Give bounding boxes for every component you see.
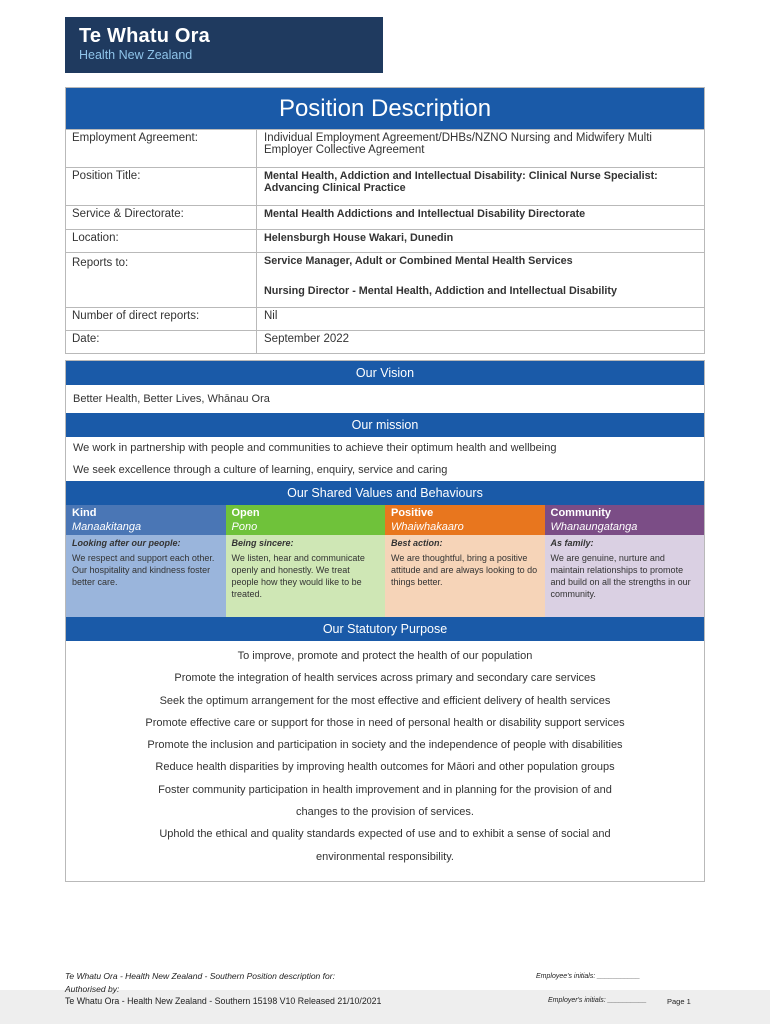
employee-initials: Employee's initials: ___________ (536, 973, 641, 980)
footer-position-for: Te Whatu Ora - Health New Zealand - Southern Position description for: (65, 971, 335, 981)
statutory-line: environmental responsibility. (316, 850, 454, 863)
value-behaviour: Being sincere: (231, 538, 294, 548)
value-name: Community (550, 507, 611, 519)
value-column-open (226, 505, 386, 617)
value-maori: Whaiwhakaaro (391, 521, 464, 533)
detail-key: Position Title: (66, 168, 257, 205)
detail-key: Service & Directorate: (66, 206, 257, 229)
detail-row (66, 330, 704, 353)
logo (65, 17, 383, 73)
page-title: Position Description (66, 88, 704, 129)
detail-value: September 2022 (264, 333, 350, 345)
detail-value: Individual Employment Agreement/DHBs/NZNO Nursing and Midwifery Multi Employer Collective Agreement (264, 132, 652, 156)
detail-value: Helensburgh House Wakari, Dunedin (264, 232, 454, 244)
detail-value: Mental Health Addictions and Intellectual Disability Directorate (264, 208, 586, 220)
detail-row (66, 167, 704, 205)
detail-value (257, 253, 704, 307)
value-behaviour: Best action: (391, 538, 443, 548)
organisation-info-box (65, 360, 705, 882)
values-grid (66, 505, 704, 617)
value-column-kind (66, 505, 226, 617)
value-name: Open (231, 507, 260, 519)
statutory-heading: Our Statutory Purpose (66, 617, 704, 641)
value-maori: Whanaungatanga (550, 521, 638, 533)
vision-text: Better Health, Better Lives, Whānau Ora (73, 393, 270, 405)
detail-row (66, 205, 704, 229)
statutory-line: Seek the optimum arrangement for the most effective and efficient delivery of health services (159, 694, 611, 707)
value-behaviour: As family: (550, 538, 594, 548)
statutory-line: Promote the inclusion and participation in society and the independence of people with disabilities (147, 739, 623, 752)
value-behaviour: Looking after our people: (72, 538, 181, 548)
detail-key: Number of direct reports: (66, 308, 257, 330)
detail-row (66, 129, 704, 167)
value-name: Kind (72, 507, 97, 519)
vision-heading: Our Vision (66, 361, 704, 385)
detail-key: Location: (66, 230, 257, 252)
value-column-community (545, 505, 705, 617)
position-description-table (65, 87, 705, 354)
logo-title: Te Whatu Ora (79, 25, 210, 47)
statutory-line: changes to the provision of services. (296, 806, 474, 819)
value-description: We are thoughtful, bring a positive attitude and are always looking to do things better. (391, 553, 538, 587)
statutory-line: Foster community participation in health improvement and in planning for the provision of and (158, 783, 612, 796)
detail-key: Employment Agreement: (66, 130, 257, 167)
detail-row (66, 229, 704, 252)
value-column-positive (385, 505, 545, 617)
statutory-line: Promote effective care or support for those in need of personal health or disability support services (145, 716, 625, 729)
logo-subtitle: Health New Zealand (79, 48, 193, 62)
value-description: We listen, hear and communicate openly and honestly. We treat people how they would like to be treated. (231, 553, 365, 599)
detail-row (66, 252, 704, 307)
detail-key: Reports to: (66, 253, 257, 307)
detail-value: Nil (264, 310, 278, 322)
statutory-line: To improve, promote and protect the health of our population (237, 650, 533, 662)
footer-authorised-by: Authorised by: (65, 984, 120, 994)
statutory-list (66, 641, 704, 868)
value-maori: Pono (231, 521, 258, 533)
value-name: Positive (391, 507, 434, 519)
footer-document-id: Te Whatu Ora - Health New Zealand - Southern 15198 V10 Released 21/10/2021 (65, 996, 382, 1006)
reports-to-primary: Service Manager, Adult or Combined Mental Health Services (264, 255, 573, 267)
statutory-line: Uphold the ethical and quality standards expected of use and to exhibit a sense of social and (159, 828, 611, 841)
value-maori: Manaakitanga (72, 521, 142, 533)
detail-key: Date: (66, 331, 257, 353)
value-description: We are genuine, nurture and maintain relationships to promote and build on all the strengths in our community. (550, 553, 691, 599)
value-description: We respect and support each other. Our hospitality and kindness foster better care. (72, 553, 215, 587)
mission-line: We work in partnership with people and communities to achieve their optimum health and wellbeing (73, 442, 557, 454)
page-number: Page 1 (667, 997, 691, 1006)
mission-heading: Our mission (66, 413, 704, 437)
detail-row (66, 307, 704, 330)
detail-value: Mental Health, Addiction and Intellectual Disability: Clinical Nurse Specialist: Advancing Clinical Practice (264, 170, 658, 194)
statutory-line: Reduce health disparities by improving health outcomes for Māori and other population groups (155, 761, 615, 774)
employer-initials: Employer's initials: __________ (548, 997, 647, 1004)
mission-line: We seek excellence through a culture of learning, enquiry, service and caring (73, 464, 448, 476)
values-heading: Our Shared Values and Behaviours (66, 481, 704, 505)
reports-to-secondary: Nursing Director - Mental Health, Addiction and Intellectual Disability (264, 285, 617, 297)
statutory-line: Promote the integration of health services across primary and secondary care services (174, 672, 596, 685)
